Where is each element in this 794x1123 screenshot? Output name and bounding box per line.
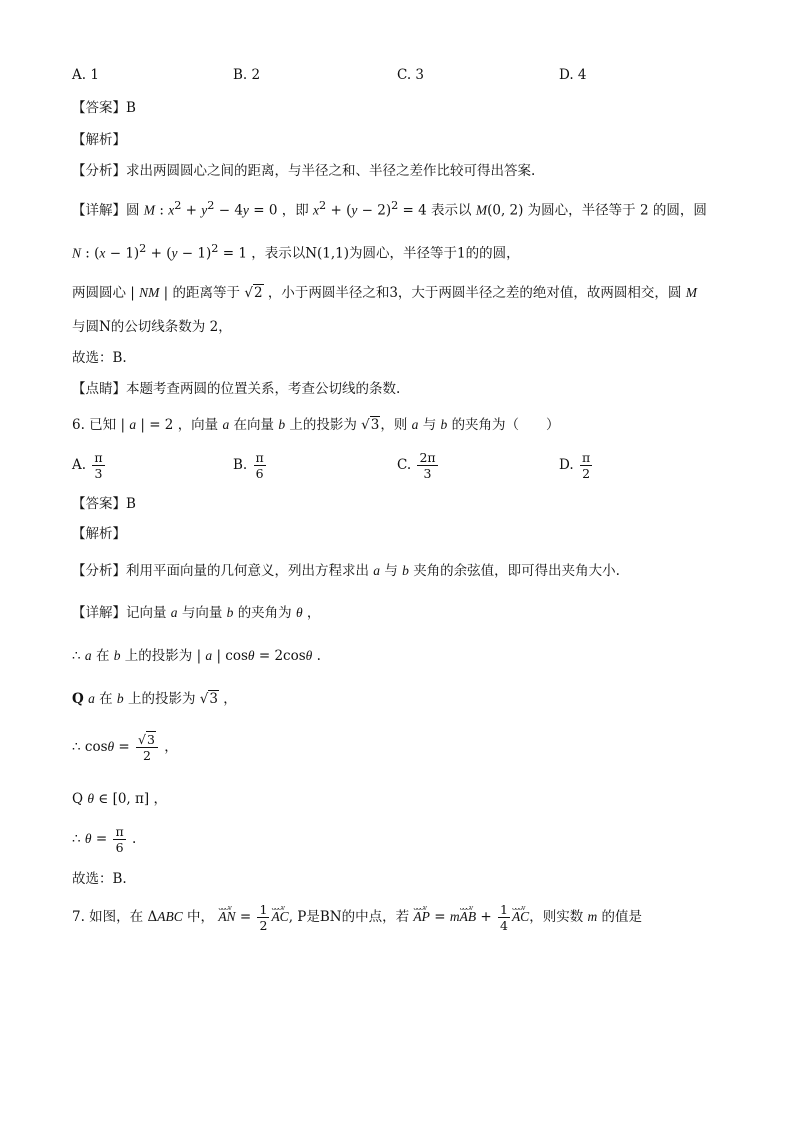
answer-value: B xyxy=(126,100,136,116)
q6-option-d: D. $\frac{\pi}{2}$ xyxy=(559,450,591,481)
q5-analysis-tag xyxy=(72,129,126,151)
text-segment: 利用平面向量的几何意义，列出方程求出 xyxy=(126,563,369,579)
q5-detail-line-2: N : $(x - 1)^2 + (y - 1)^2 = 1$ ，表示以N(1,1)为圆心，半径等于1的的圆， xyxy=(72,242,520,262)
q6-analysis-tag xyxy=(72,523,126,545)
q6-conclusion: 故选：B. xyxy=(72,871,127,887)
text-segment: 中， xyxy=(187,909,215,925)
analysis-tag: 【解析】 xyxy=(72,132,126,148)
q6-fenxi-line: 【分析】利用平面向量的几何意义，列出方程求出 a 与 b 夹角的余弦值，即可得出夹角大小. xyxy=(72,563,620,579)
q5-detail-line-4: 与圆N的公切线条数为 2， xyxy=(72,319,232,335)
q5-detail-line-3: 两圆圆心 | NM | 的距离等于 √2 ，小于两圆半径之和3，大于两圆半径之差的绝对值，故两圆相交，圆 M xyxy=(72,285,697,301)
q5-fenxi-line xyxy=(72,160,535,182)
text-segment: 上的投影为 xyxy=(127,691,196,707)
q6-detail-line-3: Q a 在 b 上的投影为 √3 ， xyxy=(72,691,237,707)
detail-tag: 【详解】 xyxy=(72,202,126,219)
text-segment: 与 xyxy=(384,563,398,579)
text-segment: 两圆圆心 xyxy=(72,285,126,301)
q5-option-b: B. 2 xyxy=(233,67,261,83)
text-segment: 6. 已知 xyxy=(72,417,117,433)
text-segment: 在向量 xyxy=(233,417,275,433)
q5-option-c: C. 3 xyxy=(397,67,425,83)
text-segment: 在 xyxy=(99,691,113,707)
circle-n-text: 表示以N(1,1)为圆心，半径等于1的的圆， xyxy=(264,245,520,262)
text-segment: ，小于两圆半径之和3，大于两圆半径之差的绝对值，故两圆相交，圆 xyxy=(267,285,682,301)
q6-option-c: C. $\frac{2\pi}{3}$ xyxy=(397,450,436,481)
q6-detail-line-2: ∴ a 在 b 上的投影为 | a | cosθ = 2cosθ . xyxy=(72,648,321,664)
q6-detail-line-5: Q θ ∈ [0, π] ， xyxy=(72,791,167,807)
q5-answer-line xyxy=(72,97,136,119)
text-segment: 在 xyxy=(95,648,110,664)
text-segment: 的值是 xyxy=(601,909,643,925)
q6-answer-line xyxy=(72,493,136,515)
answer-value: B xyxy=(126,496,136,512)
q6-option-a: A. $\frac{\pi}{3}$ xyxy=(72,450,103,481)
q5-option-d: D. 4 xyxy=(559,67,587,83)
answer-tag: 【答案】 xyxy=(72,100,126,116)
q6-detail-line-4: ∴ cosθ = $\frac{√3}{2}$ ， xyxy=(72,732,178,763)
fenxi-text: 求出两圆圆心之间的距离，与半径之和、半径之差作比较可得出答案. xyxy=(126,163,536,179)
answer-tag: 【答案】 xyxy=(72,496,126,512)
text-segment: 的夹角为 xyxy=(237,605,292,621)
text-segment: 与向量 xyxy=(181,605,223,621)
q6-detail-line-6: ∴ θ = $\frac{\pi}{6}$ . xyxy=(72,824,137,855)
text-segment: P是BN的中点，若 xyxy=(297,909,410,925)
q6-detail-line-1: 【详解】记向量 a 与向量 b 的夹角为 θ ， xyxy=(72,605,321,621)
text-segment: ，则 xyxy=(380,417,408,433)
fenxi-tag: 【分析】 xyxy=(72,563,126,579)
q6-option-b: B. $\frac{\pi}{6}$ xyxy=(233,450,264,481)
text-segment: 与 xyxy=(422,417,437,433)
text-segment: ，则实数 xyxy=(529,909,584,925)
dianjing-tag: 【点睛】 xyxy=(72,381,126,397)
detail-tag: 【详解】 xyxy=(72,605,126,621)
text-segment: 夹角的余弦值，即可得出夹角大小. xyxy=(413,563,620,579)
text-segment: 上的投影为 xyxy=(124,648,193,664)
q5-dianjing-line xyxy=(72,378,400,400)
text-segment: 的距离等于 xyxy=(172,285,241,301)
q6-stem: 6. 已知 | a | = 2 ，向量 a 在向量 b 上的投影为 √3，则 a 与 b 的夹角为（ ） xyxy=(72,417,560,433)
fenxi-tag: 【分析】 xyxy=(72,163,126,179)
q5-conclusion: 故选：B. xyxy=(72,350,127,366)
text-segment: 上的投影为 xyxy=(289,417,357,433)
text-segment: 7. 如图，在 xyxy=(72,909,144,925)
q5-option-a: A. 1 xyxy=(72,67,99,83)
text-segment: 的夹角为（ ） xyxy=(451,417,560,433)
text-segment: ，向量 xyxy=(177,417,219,433)
dianjing-text: 本题考查两圆的位置关系，考查公切线的条数. xyxy=(126,381,401,397)
analysis-tag: 【解析】 xyxy=(72,526,126,542)
q5-detail-line-1: 【详解】圆 M : $x^2 + y^2 - 4y = 0$ ，即 $x^2 + (y - 2)^2 = 4$ 表示以 M(0, 2) 为圆心，半径等于 2 的圆，圆 xyxy=(72,199,707,219)
text-segment: 记向量 xyxy=(126,605,167,621)
q7-stem: 7. 如图，在 ΔABC 中， ᴗᴗᴗᴠ AN = $\frac{1}{2}$ ᴗᴗᴗᴠ AC, P是BN的中点，若 ᴗᴗᴗᴠ AP = mᴗᴗᴗᴠ AB + $\frac{1}{4}$ ᴗᴗᴗᴠ AC，则实数 m 的值是 xyxy=(72,900,642,934)
